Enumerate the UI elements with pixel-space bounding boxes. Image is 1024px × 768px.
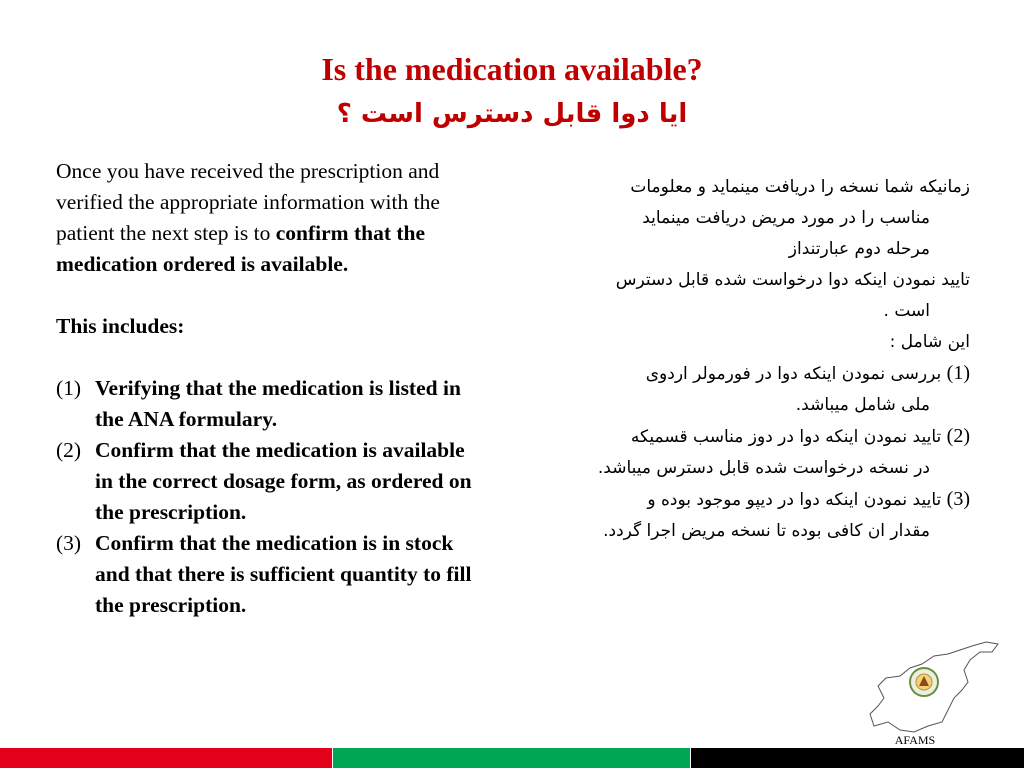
dari-item-text: بررسی نمودن اینکه دوا در فورمولر اردوی xyxy=(645,364,942,384)
dari-line: مناسب را در مورد مریض دریافت مینماید xyxy=(642,208,930,228)
list-item-number: (2) xyxy=(56,438,82,462)
dari-item-text: تایید نمودن اینکه دوا در دیپو موجود بوده و xyxy=(647,490,942,510)
list-item xyxy=(56,435,476,528)
list-item-number: (1) xyxy=(56,376,82,400)
dari-line: است . xyxy=(883,301,930,321)
afghanistan-map-logo xyxy=(864,638,1004,738)
dari-list-item xyxy=(540,358,970,390)
includes-heading: This includes: xyxy=(56,314,185,338)
dari-item-number: (1) xyxy=(946,362,970,384)
intro-paragraph xyxy=(56,156,476,280)
dari-line: ملی شامل میباشد. xyxy=(795,395,930,415)
dari-item-text: تایید نمودن اینکه دوا در دوز مناسب قسمیکه xyxy=(630,427,942,447)
dari-line: این شامل : xyxy=(889,332,970,352)
list-item-number: (3) xyxy=(56,531,82,555)
afams-label: AFAMS xyxy=(894,733,936,747)
dari-item-number: (3) xyxy=(946,488,970,510)
list-item xyxy=(56,373,476,435)
list-item xyxy=(56,528,476,621)
dari-line: زمانیکه شما نسخه را دریافت مینماید و معلومات xyxy=(630,177,970,197)
list-item-text: Confirm that the medication is available in the correct dosage form, as ordered on the prescription. xyxy=(95,438,472,524)
dari-list-item xyxy=(540,421,970,453)
dari-line: تایید نمودن اینکه دوا درخواست شده قابل دسترس xyxy=(615,270,970,290)
list-item-text: Verifying that the medication is listed in the ANA formulary. xyxy=(95,376,461,431)
dari-line: مرحله دوم عبارتنداز xyxy=(788,239,930,259)
dari-text-block xyxy=(540,172,970,547)
footer-bar-red xyxy=(0,748,332,768)
dari-line: در نسخه درخواست شده قابل دسترس میباشد. xyxy=(597,458,930,478)
intro-normal-text: Once you have received the prescription and verified the appropriate information with the patient the next step is to xyxy=(56,159,440,245)
footer-bar-green xyxy=(333,748,690,768)
english-text-block xyxy=(56,156,476,621)
dari-list-item xyxy=(540,484,970,516)
slide-title: Is the medication available? xyxy=(321,51,703,87)
intro-bold-text: confirm that the medication ordered is available. xyxy=(56,221,426,276)
footer-bar-black xyxy=(691,748,1024,768)
requirements-list xyxy=(56,373,476,621)
slide-subtitle-dari: ایا دوا قابل دسترس است ؟ xyxy=(336,99,688,129)
dari-line: مقدار ان کافی بوده تا نسخه مریض اجرا گردد. xyxy=(603,521,930,541)
list-item-text: Confirm that the medication is in stock and that there is sufficient quantity to fill the prescription. xyxy=(95,531,472,617)
dari-item-number: (2) xyxy=(946,425,970,447)
